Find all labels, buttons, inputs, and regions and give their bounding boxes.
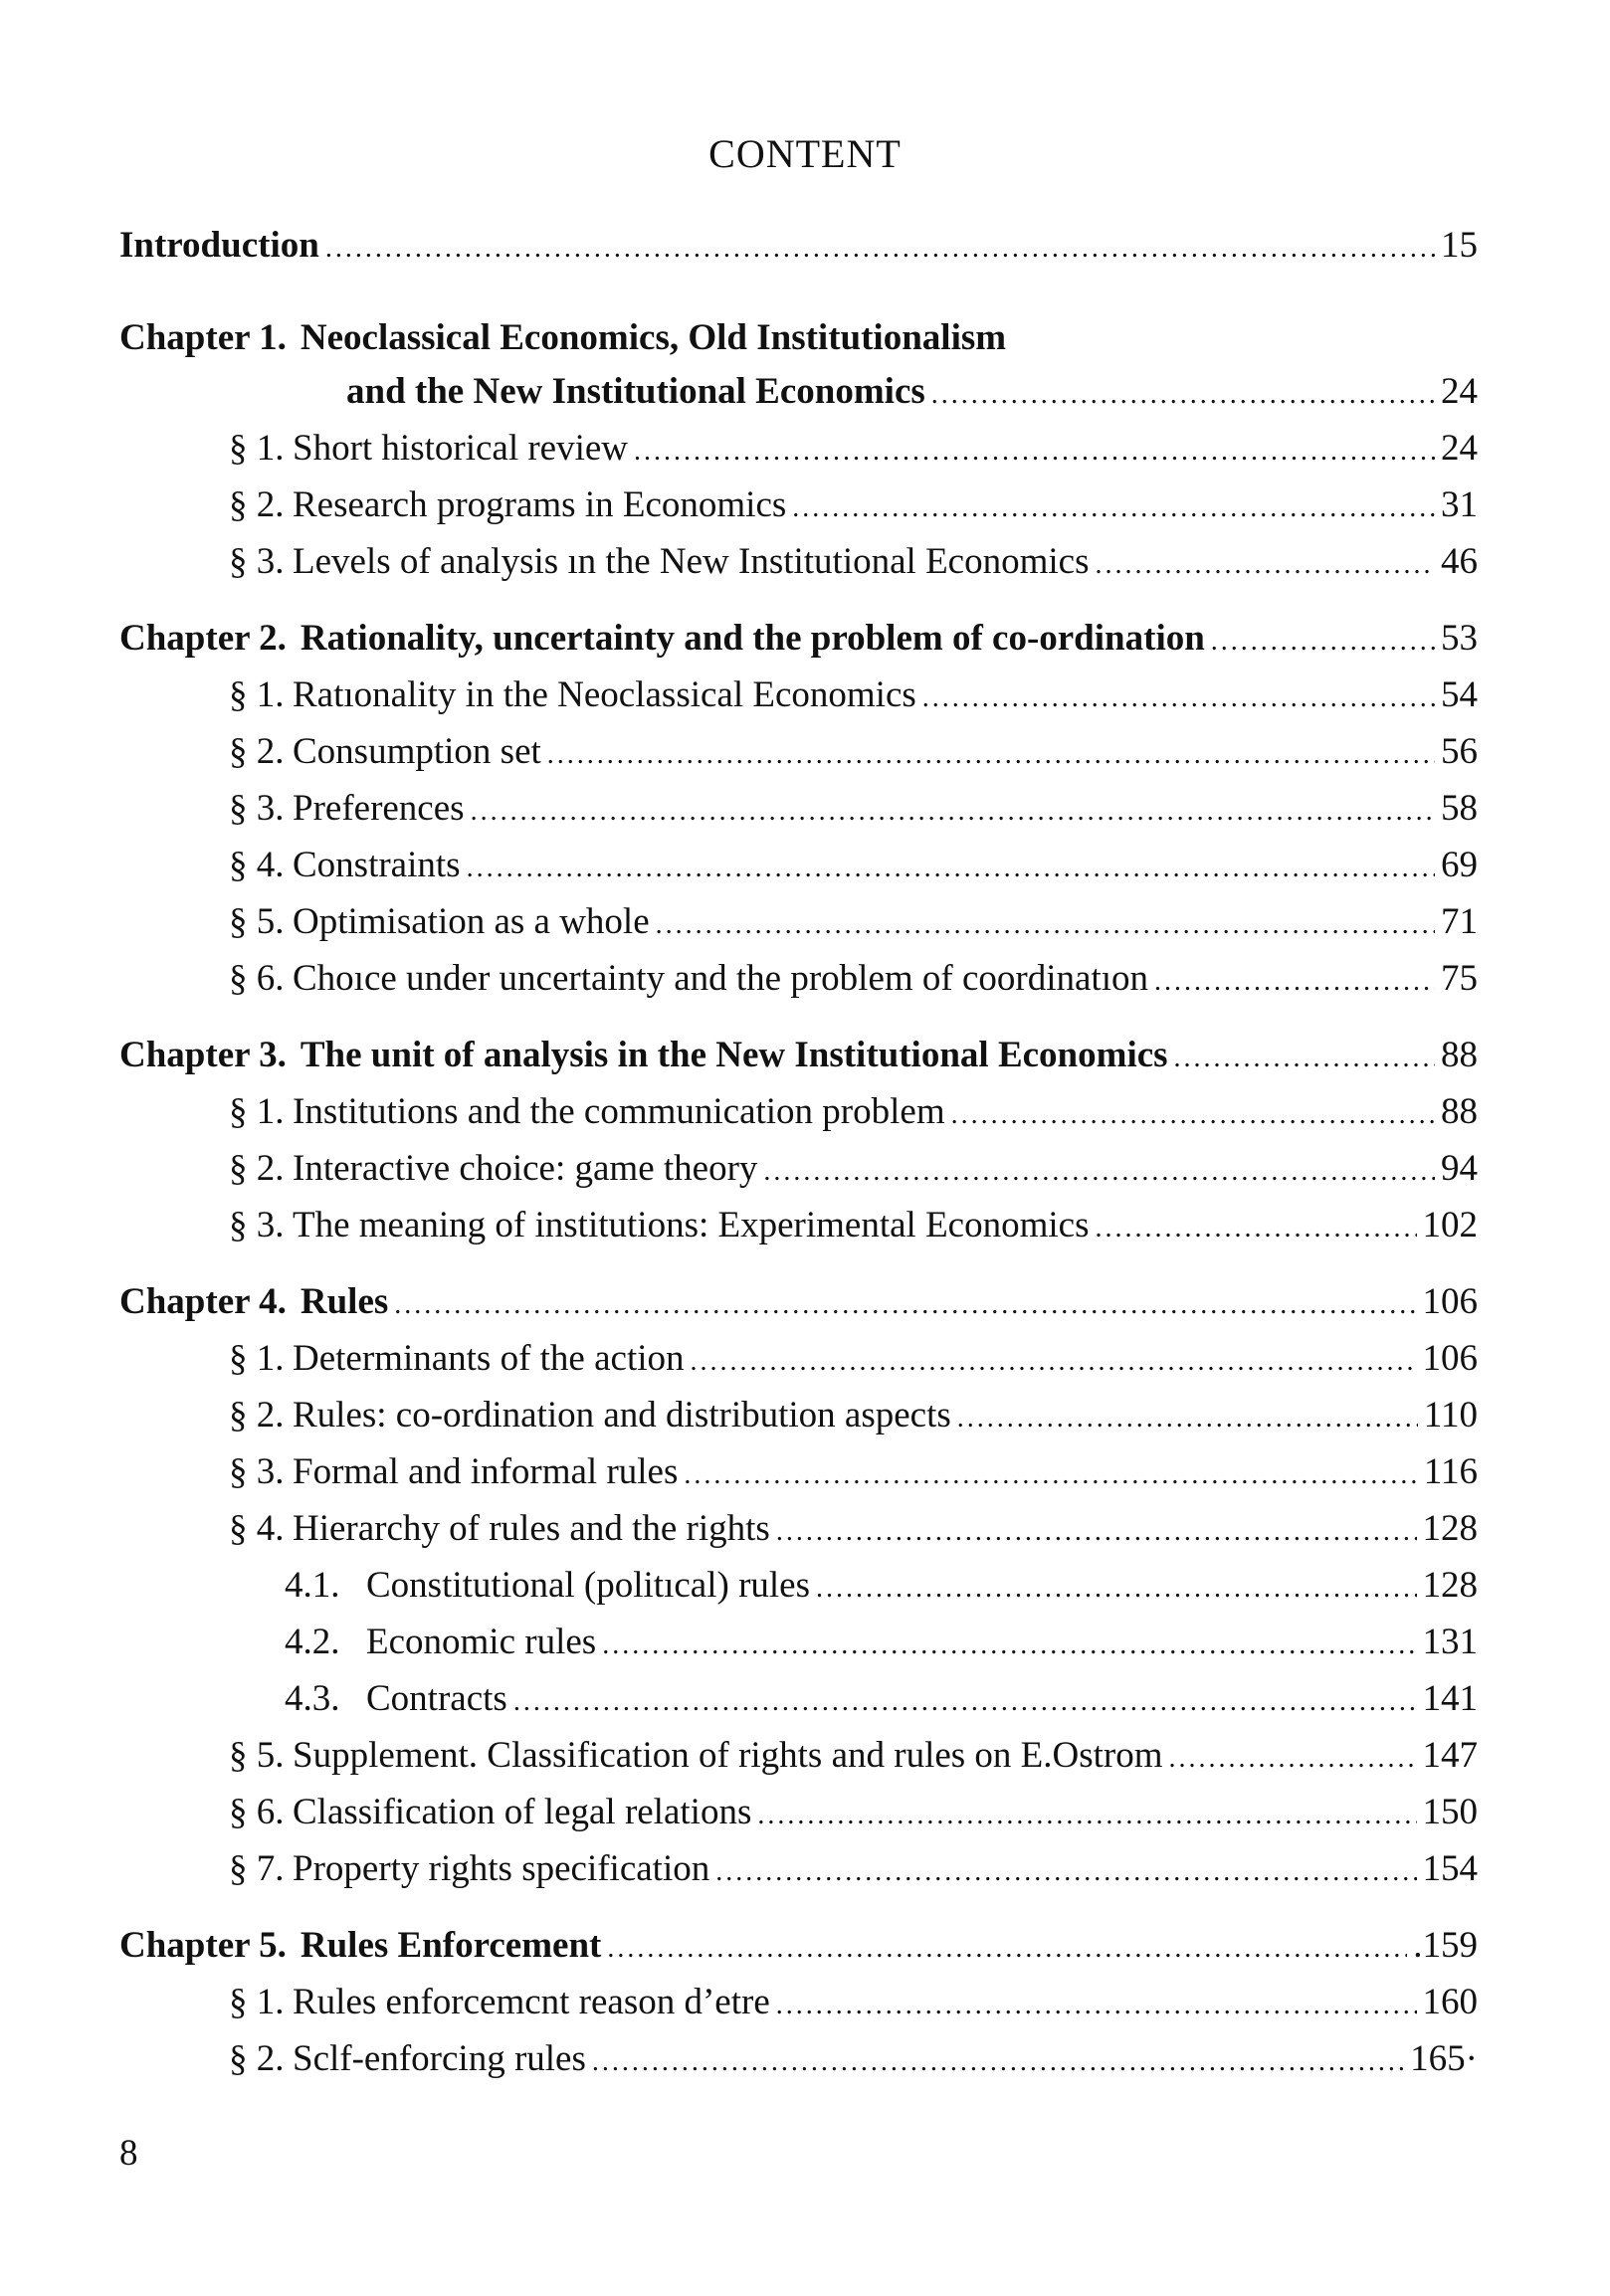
dot-leader bbox=[547, 728, 1435, 782]
section-title: Research programs in Economics bbox=[293, 484, 787, 525]
section-title: Formal and informal rules bbox=[293, 1451, 679, 1492]
dot-leader bbox=[715, 1845, 1416, 1899]
section-page: 88 bbox=[1441, 1091, 1478, 1132]
section-number: § 1. bbox=[229, 1338, 285, 1379]
toc-section bbox=[119, 1332, 1478, 1389]
toc-section bbox=[119, 1445, 1478, 1502]
toc-subsection bbox=[119, 1616, 1478, 1672]
section-title: Ratıonality in the Neoclassical Economics bbox=[293, 674, 916, 715]
section-page: 147 bbox=[1422, 1735, 1478, 1776]
chapter-label: Chapter 1. bbox=[119, 317, 287, 358]
subsection-title: Economic rules bbox=[366, 1622, 597, 1662]
dot-leader bbox=[634, 425, 1435, 478]
section-title: Institutions and the communication problem bbox=[293, 1091, 945, 1132]
section-number: § 5. bbox=[229, 901, 285, 942]
dot-leader bbox=[951, 1088, 1435, 1142]
section-page: 46 bbox=[1441, 541, 1478, 582]
introduction-page: 15 bbox=[1441, 225, 1478, 266]
chapter-heading bbox=[119, 1919, 1478, 1976]
dot-leader bbox=[763, 1145, 1435, 1199]
section-number: § 1. bbox=[229, 1982, 285, 2022]
section-page: 150 bbox=[1422, 1792, 1478, 1832]
section-page: 165· bbox=[1410, 2038, 1478, 2079]
dot-leader bbox=[1211, 615, 1435, 669]
section-title: Consumption set bbox=[293, 731, 541, 772]
subsection-number: 4.1. bbox=[285, 1565, 340, 1606]
chapter-heading bbox=[119, 1275, 1478, 1332]
toc-section bbox=[119, 895, 1478, 952]
section-page: 106 bbox=[1422, 1338, 1478, 1379]
section-title: Rules enforcemcnt reason d’etre bbox=[293, 1982, 770, 2022]
section-title: Property rights specification bbox=[293, 1848, 710, 1889]
section-title: Choıce under uncertainty and the problem of coordinatıon bbox=[293, 958, 1148, 999]
chapter-label: Chapter 4. bbox=[119, 1281, 287, 1322]
subsection-title: Contracts bbox=[366, 1678, 507, 1719]
section-page: 75 bbox=[1441, 958, 1478, 999]
dot-leader bbox=[792, 481, 1435, 535]
section-number: § 4. bbox=[229, 1508, 285, 1549]
toc-subsection bbox=[119, 1559, 1478, 1616]
section-title: Short historical review bbox=[293, 428, 629, 469]
toc-section bbox=[119, 1842, 1478, 1899]
subsection-page: 141 bbox=[1422, 1678, 1478, 1719]
dot-leader bbox=[1154, 955, 1435, 1009]
dot-leader bbox=[957, 1392, 1418, 1445]
dot-leader bbox=[592, 2035, 1404, 2089]
section-number: § 3. bbox=[229, 541, 285, 582]
dot-leader bbox=[1095, 538, 1435, 592]
section-number: § 4. bbox=[229, 845, 285, 885]
chapter-title: Neoclassical Economics, Old Institutionalism bbox=[300, 317, 1007, 358]
section-page: 56 bbox=[1441, 731, 1478, 772]
toc-section bbox=[119, 725, 1478, 782]
dot-leader bbox=[607, 1922, 1407, 1976]
chapter-page: .159 bbox=[1413, 1925, 1478, 1966]
dot-leader bbox=[467, 842, 1435, 895]
chapter-label: Chapter 3. bbox=[119, 1035, 287, 1075]
section-page: 102 bbox=[1422, 1205, 1478, 1245]
subsection-title: Constitutional (politıcal) rules bbox=[366, 1565, 810, 1606]
section-title: Levels of analysis ın the New Institutional Economics bbox=[293, 541, 1090, 582]
table-of-contents bbox=[119, 219, 1478, 2089]
subsection-number: 4.2. bbox=[285, 1622, 340, 1662]
section-number: § 2. bbox=[229, 1395, 285, 1435]
toc-section bbox=[119, 1502, 1478, 1559]
section-title: Hierarchy of rules and the rights bbox=[293, 1508, 770, 1549]
subsection-page: 128 bbox=[1422, 1565, 1478, 1606]
dot-leader bbox=[471, 785, 1435, 839]
section-title: The meaning of institutions: Experimental Economics bbox=[293, 1205, 1090, 1245]
section-number: § 3. bbox=[229, 1451, 285, 1492]
chapter-label: Chapter 5. bbox=[119, 1925, 287, 1966]
section-title: Preferences bbox=[293, 788, 465, 829]
subsection-page: 131 bbox=[1422, 1622, 1478, 1662]
introduction-title: Introduction bbox=[119, 225, 319, 266]
section-title: Sclf-enforcing rules bbox=[293, 2038, 586, 2079]
chapter-title: The unit of analysis in the New Institutional Economics bbox=[300, 1035, 1168, 1075]
chapter-heading bbox=[119, 1029, 1478, 1085]
section-number: § 1. bbox=[229, 1091, 285, 1132]
section-number: § 2. bbox=[229, 484, 285, 525]
section-number: § 3. bbox=[229, 1205, 285, 1245]
page-title: CONTENT bbox=[708, 131, 902, 176]
section-title: Classification of legal relations bbox=[293, 1792, 752, 1832]
section-page: 94 bbox=[1441, 1148, 1478, 1189]
toc-section bbox=[119, 839, 1478, 895]
toc-section bbox=[119, 952, 1478, 1009]
section-page: 24 bbox=[1441, 428, 1478, 469]
toc-introduction bbox=[119, 219, 1478, 276]
toc-section bbox=[119, 2032, 1478, 2089]
dot-leader bbox=[602, 1619, 1416, 1672]
toc-section bbox=[119, 1786, 1478, 1842]
section-page: 54 bbox=[1441, 674, 1478, 715]
section-number: § 5. bbox=[229, 1735, 285, 1776]
dot-leader bbox=[691, 1335, 1417, 1389]
section-page: 71 bbox=[1441, 901, 1478, 942]
section-title: Rules: co-ordination and distribution aspects bbox=[293, 1395, 951, 1435]
dot-leader bbox=[776, 1979, 1417, 2032]
chapter-page: 106 bbox=[1422, 1281, 1478, 1322]
dot-leader bbox=[656, 898, 1435, 952]
dot-leader bbox=[922, 671, 1435, 725]
chapter-heading bbox=[119, 311, 1478, 365]
section-number: § 2. bbox=[229, 2038, 285, 2079]
dot-leader bbox=[325, 222, 1435, 276]
section-number: § 6. bbox=[229, 958, 285, 999]
section-number: § 3. bbox=[229, 788, 285, 829]
chapter-heading-continued bbox=[119, 365, 1478, 422]
chapter-title-line2: and the New Institutional Economics bbox=[346, 371, 925, 412]
section-number: § 7. bbox=[229, 1848, 285, 1889]
toc-section bbox=[119, 669, 1478, 725]
subsection-number: 4.3. bbox=[285, 1678, 340, 1719]
dot-leader bbox=[1095, 1202, 1416, 1255]
section-number: § 6. bbox=[229, 1792, 285, 1832]
chapter-page: 24 bbox=[1441, 371, 1478, 412]
toc-section bbox=[119, 1729, 1478, 1786]
section-page: 128 bbox=[1422, 1508, 1478, 1549]
section-number: § 1. bbox=[229, 674, 285, 715]
dot-leader bbox=[931, 368, 1435, 422]
dot-leader bbox=[776, 1505, 1417, 1559]
chapter-page: 53 bbox=[1441, 618, 1478, 659]
section-page: 160 bbox=[1422, 1982, 1478, 2022]
section-number: § 2. bbox=[229, 731, 285, 772]
chapter-title: Rules bbox=[300, 1281, 389, 1322]
dot-leader bbox=[816, 1562, 1417, 1616]
chapter-title: Rationality, uncertainty and the problem of co-ordination bbox=[300, 618, 1205, 659]
section-title: Interactive choice: game theory bbox=[293, 1148, 758, 1189]
toc-section bbox=[119, 1976, 1478, 2032]
toc-section bbox=[119, 1389, 1478, 1445]
section-title: Determinants of the action bbox=[293, 1338, 685, 1379]
toc-section bbox=[119, 535, 1478, 592]
toc-section bbox=[119, 782, 1478, 839]
toc-section bbox=[119, 422, 1478, 478]
section-page: 31 bbox=[1441, 484, 1478, 525]
section-page: 110 bbox=[1423, 1395, 1478, 1435]
chapter-title: Rules Enforcement bbox=[300, 1925, 602, 1966]
dot-leader bbox=[1169, 1732, 1417, 1786]
toc-section bbox=[119, 1085, 1478, 1142]
page-number: 8 bbox=[119, 2133, 138, 2174]
toc-section bbox=[119, 1142, 1478, 1199]
dot-leader bbox=[684, 1448, 1417, 1502]
chapter-heading bbox=[119, 612, 1478, 669]
dot-leader bbox=[1174, 1032, 1435, 1085]
section-page: 69 bbox=[1441, 845, 1478, 885]
section-number: § 2. bbox=[229, 1148, 285, 1189]
dot-leader bbox=[394, 1278, 1416, 1332]
dot-leader bbox=[757, 1789, 1416, 1842]
section-number: § 1. bbox=[229, 428, 285, 469]
section-page: 154 bbox=[1422, 1848, 1478, 1889]
chapter-page: 88 bbox=[1441, 1035, 1478, 1075]
section-title: Optimisation as a whole bbox=[293, 901, 650, 942]
toc-section bbox=[119, 1199, 1478, 1255]
toc-section bbox=[119, 478, 1478, 535]
section-title: Supplement. Classification of rights and rules on E.Ostrom bbox=[293, 1735, 1163, 1776]
toc-subsection bbox=[119, 1672, 1478, 1729]
section-title: Constraints bbox=[293, 845, 461, 885]
section-page: 58 bbox=[1441, 788, 1478, 829]
section-page: 116 bbox=[1423, 1451, 1478, 1492]
dot-leader bbox=[513, 1675, 1417, 1729]
chapter-label: Chapter 2. bbox=[119, 618, 287, 659]
